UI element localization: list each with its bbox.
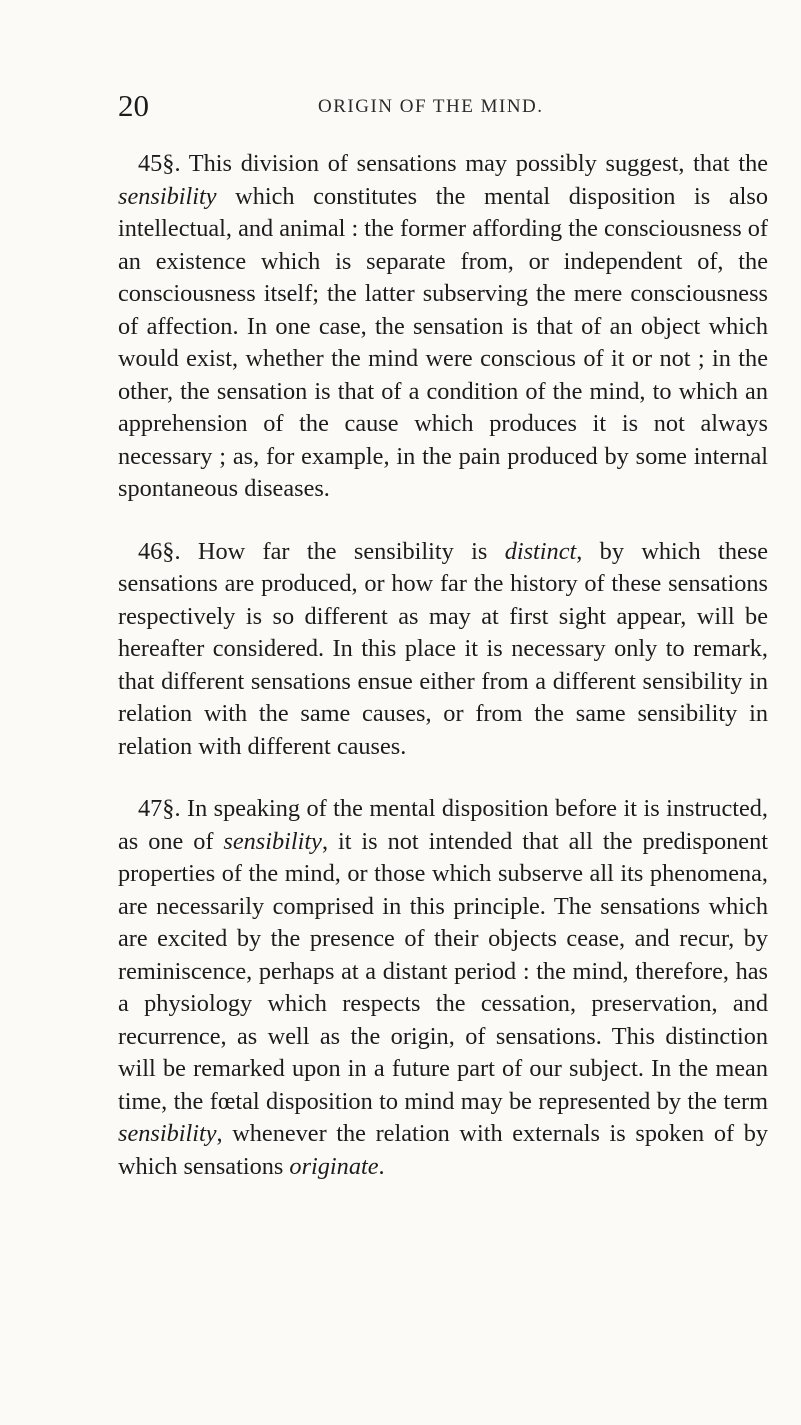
section-number: 47§. [138,795,181,822]
emphasis: distinct [504,537,577,565]
emphasis: sensibility [223,827,322,855]
text-run: This division of sensations may possibly suggest, that the [180,150,768,177]
text-run: . [378,1152,385,1180]
text-run: , whenever the relation with externals is spoken of by which sensations [118,1120,768,1180]
text-run: In speaking of the mental disposition before it is instructed, as one of [118,795,768,855]
text-run: which constitutes the mental disposition is also intellectual, and animal : the former affording the consciousness of an existence which is separate from, or independent of, the consciousness itself; the latter subserving the mere consciousness of affection. In one case, the sensation is that of an object which would exist, whether the mind were conscious of it or not ; in the other, the sensation is that of a condition of the mind, to which an apprehension of the cause which produces it is not always necessary ; as, for example, in the pain produced by some internal spontaneous diseases. [118,182,768,502]
section-number: 45§. [138,150,181,177]
paragraph-47 [118,793,768,1183]
page-number: 20 [118,88,149,123]
emphasis: sensibility [118,182,217,210]
text-run: How far the sensibility is [180,537,505,565]
body-text [118,148,768,1183]
running-head: ORIGIN OF THE MIND. [318,96,544,117]
text-run: , by which these sensations are produced, or how far the history of these sensations respectively is so different as may at first sight appear, will be hereafter considered. In this place it is necessary only to remark, that different sensations ensue either from a different sensibility in relation with the same causes, or from the same sensibility in relation with different causes. [118,537,768,760]
paragraph-46 [118,536,768,764]
page-header [118,88,768,128]
paragraph-45 [118,148,768,506]
emphasis: sensibility [118,1120,217,1147]
text-run: , it is not intended that all the predisponent properties of the mind, or those which subserve all its phenomena, are necessarily comprised in this principle. The sensations which are excited by the presence of their objects cease, and recur, by reminiscence, perhaps at a distant period : the mind, therefore, has a physiology which respects the cessation, preservation, and recurrence, as well as the origin, of sensations. This distinction will be remarked upon in a future part of our subject. In the mean time, the fœtal disposition to mind may be represented by the term [118,827,768,1115]
section-number: 46§. [138,537,181,565]
emphasis: originate [289,1152,379,1180]
